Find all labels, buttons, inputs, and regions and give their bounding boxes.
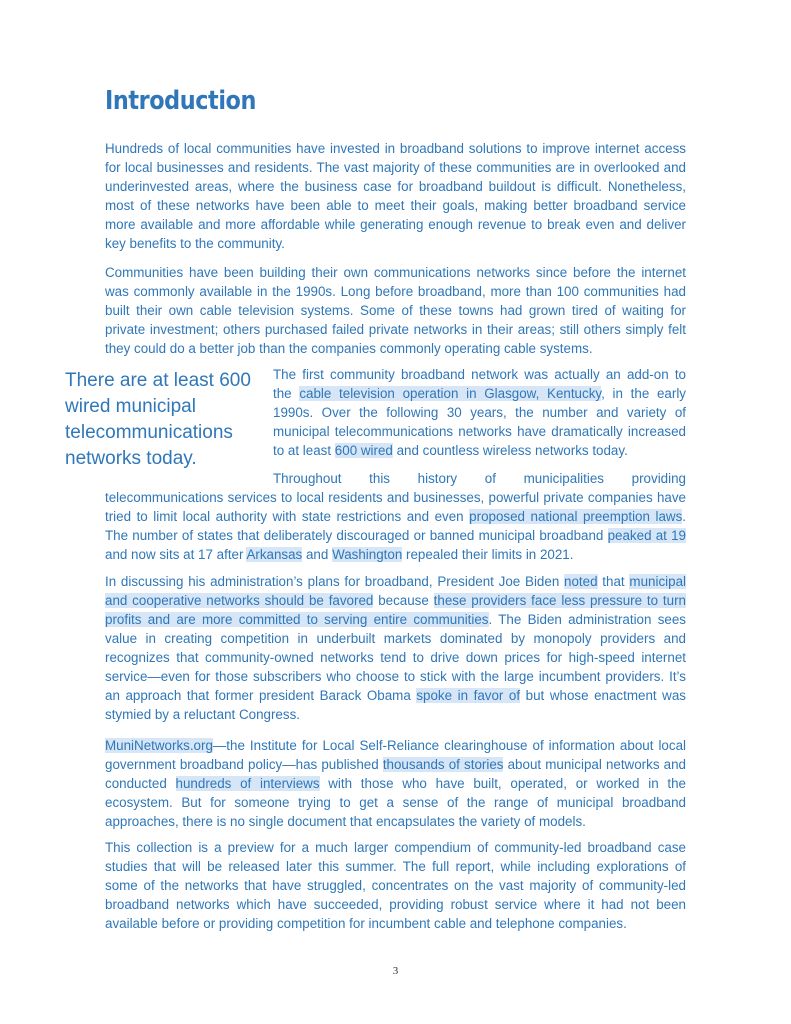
link-noted[interactable]: noted bbox=[564, 574, 598, 589]
link-thousands-of-stories[interactable]: thousands of stories bbox=[382, 757, 504, 772]
text-run: . The Biden administration sees value in creating competition in underbuilt markets dominated by monopoly providers and recognizes that community-owned networks tend to drive down prices for high-speed internet service—even for those subscribers who choose to stick with the large incumbent providers. It’s an approach that former president Barack Obama bbox=[105, 612, 687, 703]
page-title: Introduction bbox=[105, 86, 256, 116]
text-run: because bbox=[373, 593, 434, 608]
text-run: and bbox=[302, 547, 333, 562]
text-run: In discussing his administration’s plans for broadband, President Joe Biden bbox=[105, 574, 565, 589]
paragraph-1: Hundreds of local communities have invested in broadband solutions to improve internet access for local businesses and residents. The vast majority of these communities are in overlooked and underinvested areas, where the business case for broadband buildout is difficult. Nonetheless, most of these networks have been able to meet their goals, making better broadband service more available and more affordable while generating enough revenue to break even and deliver key benefits to the community. bbox=[105, 141, 686, 251]
link-600-wired[interactable]: 600 wired bbox=[334, 443, 393, 458]
paragraph-5 bbox=[105, 572, 686, 724]
text-run: and countless wireless networks today. bbox=[392, 443, 628, 458]
text-run: repealed their limits in 2021. bbox=[402, 547, 574, 562]
text-run: but whose enactment was stymied by a reluctant Congress. bbox=[105, 688, 686, 722]
text-run: . The number of states that deliberately discouraged or banned municipal broadband bbox=[105, 509, 686, 543]
link-peaked-at-19[interactable]: peaked at 19 bbox=[607, 528, 686, 543]
paragraph-2: Communities have been building their own communications networks since before the internet was commonly available in the 1990s. Long before broadband, more than 100 communities had built their own cable television systems. Some of these towns had grown tired of waiting for private investment; others purchased failed private networks in their areas; still others simply felt they could do a better job than the companies commonly operating cable systems. bbox=[105, 265, 686, 356]
text-run: that bbox=[597, 574, 630, 589]
pull-quote: There are at least 600 wired municipal telecommunications networks today. bbox=[65, 370, 251, 469]
text-run: , in the early 1990s. Over the following 30 years, the number and variety of municipal telecommunications networks have dramatically increased to at least bbox=[273, 386, 686, 458]
text-run: about municipal networks and conducted bbox=[105, 757, 686, 791]
paragraph-7: This collection is a preview for a much larger compendium of community-led broadband case studies that will be released later this summer. The full report, while including explorations of some of the networks that have struggled, concentrates on the vast majority of community-led broadband networks which have succeeded, providing robust service where it had not been available before or providing competition for incumbent cable and telephone companies. bbox=[105, 840, 686, 931]
paragraph-3 bbox=[273, 365, 686, 460]
link-hundreds-of-interviews[interactable]: hundreds of interviews bbox=[175, 776, 320, 791]
link-washington[interactable]: Washington bbox=[332, 547, 403, 562]
link-spoke-in-favor[interactable]: spoke in favor of bbox=[416, 688, 521, 703]
link-glasgow[interactable]: cable television operation in Glasgow, Kentucky bbox=[299, 386, 602, 401]
link-muninetworks[interactable]: MuniNetworks.org bbox=[105, 738, 213, 753]
paragraph-4 bbox=[105, 469, 686, 564]
link-less-pressure[interactable]: these providers face less pressure to turn profits and are more committed to serving entire communities bbox=[105, 593, 686, 627]
page-number: 3 bbox=[392, 965, 399, 977]
link-arkansas[interactable]: Arkansas bbox=[246, 547, 303, 562]
text-run: and now sits at 17 after bbox=[105, 547, 247, 562]
link-preemption-laws[interactable]: proposed national preemption laws bbox=[469, 509, 683, 524]
text-run: —the Institute for Local Self-Reliance clearinghouse of information about local government broadband policy—has published bbox=[105, 738, 686, 772]
text-run: Throughout this history of municipalities providing telecommunications services to local residents and businesses, powerful private companies have tried to limit local authority with state restrictions and even bbox=[105, 471, 686, 524]
text-run: with those who have built, operated, or worked in the ecosystem. But for someone trying to get a sense of the range of municipal broadband approaches, there is no single document that encapsulates the variety of models. bbox=[105, 776, 686, 829]
text-run: The first community broadband network was actually an add-on to the bbox=[273, 367, 686, 401]
link-municipal-cooperative[interactable]: municipal and cooperative networks should be favored bbox=[105, 574, 686, 608]
paragraph-6 bbox=[105, 736, 686, 831]
